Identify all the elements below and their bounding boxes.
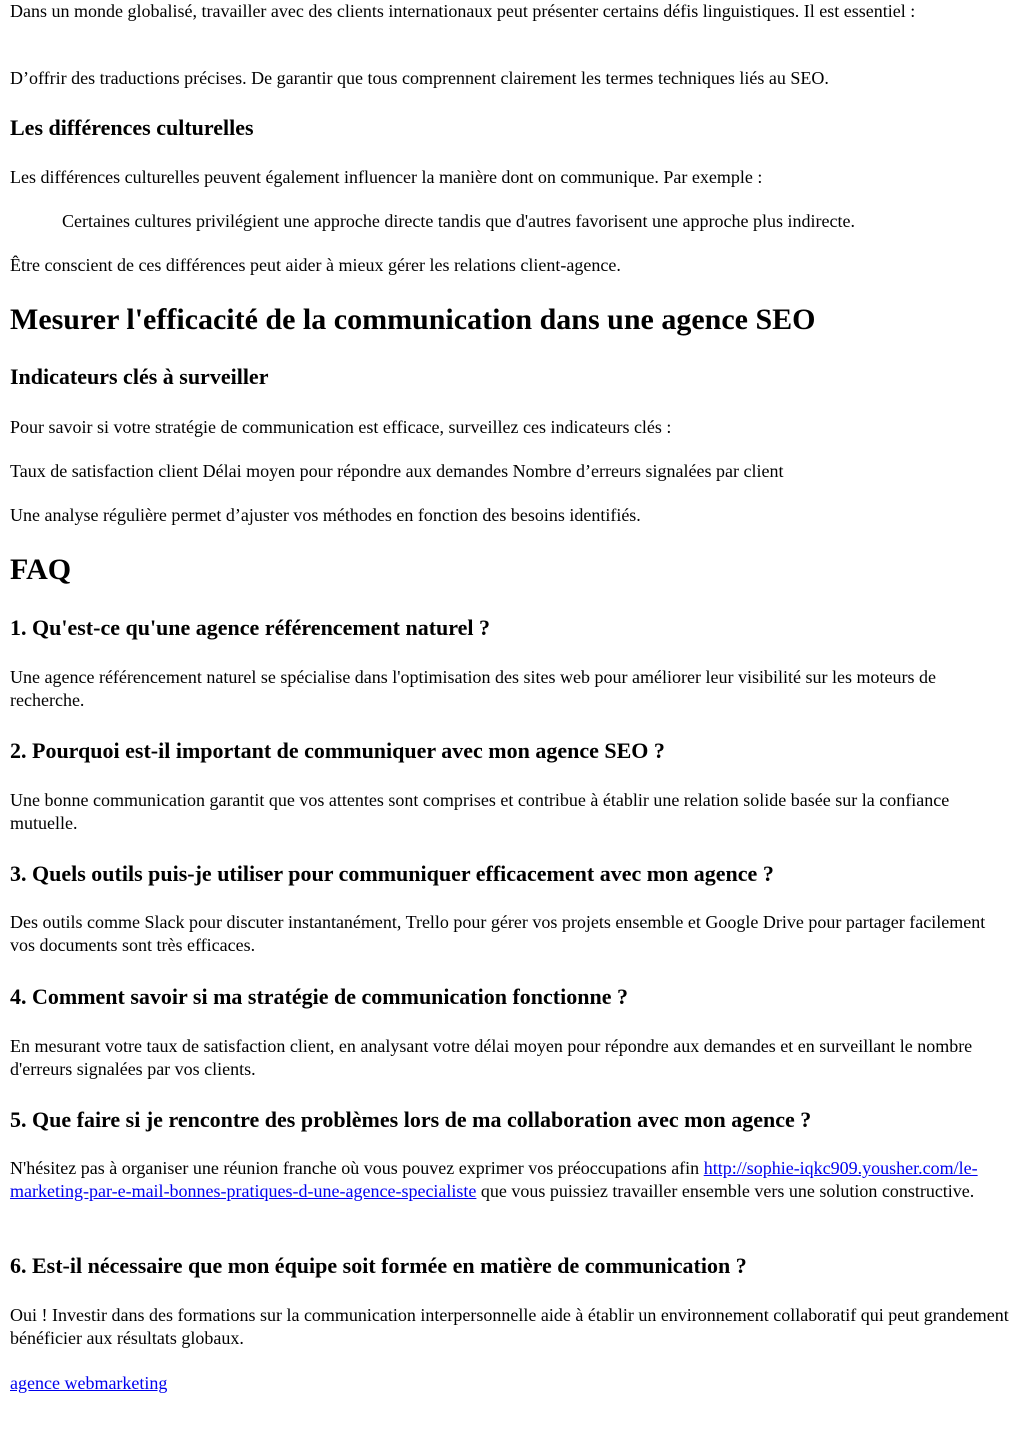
faq-question-5: 5. Que faire si je rencontre des problèmes lors de ma collaboration avec mon agence ?: [10, 1107, 812, 1132]
agence-webmarketing-link[interactable]: agence webmarketing: [10, 1373, 168, 1393]
indicators-list: Taux de satisfaction client Délai moyen pour répondre aux demandes Nombre d’erreurs signalées par client: [10, 461, 784, 481]
indicators-paragraph: Pour savoir si votre stratégie de communication est efficace, surveillez ces indicateurs clés :: [10, 417, 672, 437]
faq-question-6: 6. Est-il nécessaire que mon équipe soit formée en matière de communication ?: [10, 1253, 747, 1278]
cultural-conclusion: Être conscient de ces différences peut aider à mieux gérer les relations client-agence.: [10, 255, 621, 275]
faq-answer-5: [10, 1157, 1014, 1203]
faq-answer-2: Une bonne communication garantit que vos attentes sont comprises et contribue à établir une relation solide basée sur la confiance mutuelle.: [10, 790, 950, 833]
faq-answer-5-text-end: que vous puissiez travailler ensemble vers une solution constructive.: [476, 1181, 975, 1201]
cultural-quote: Certaines cultures privilégient une approche directe tandis que d'autres favorisent une approche plus indirecte.: [62, 211, 855, 231]
faq-answer-5-text-start: N'hésitez pas à organiser une réunion franche où vous pouvez exprimer vos préoccupations afin: [10, 1158, 704, 1178]
faq-answer-3: Des outils comme Slack pour discuter instantanément, Trello pour gérer vos projets ensemble et Google Drive pour partager facilement vos documents sont très efficaces.: [10, 912, 986, 955]
faq-question-1: 1. Qu'est-ce qu'une agence référencement naturel ?: [10, 615, 491, 640]
faq-answer-6: Oui ! Investir dans des formations sur la communication interpersonnelle aide à établir un environnement collaboratif qui peut grandement bénéficier aux résultats globaux.: [10, 1305, 1009, 1348]
footer-link-paragraph: [10, 1372, 1014, 1395]
faq-question-4: 4. Comment savoir si ma stratégie de communication fonctionne ?: [10, 984, 628, 1009]
cultural-differences-heading: Les différences culturelles: [10, 115, 254, 140]
intro-list: D’offrir des traductions précises. De garantir que tous comprennent clairement les termes techniques liés au SEO.: [10, 68, 829, 88]
faq-question-3: 3. Quels outils puis-je utiliser pour communiquer efficacement avec mon agence ?: [10, 861, 774, 886]
measure-heading: Mesurer l'efficacité de la communication dans une agence SEO: [10, 303, 816, 336]
faq-answer-4: En mesurant votre taux de satisfaction client, en analysant votre délai moyen pour répondre aux demandes et en surveillant le nombre d'erreurs signalées par vos clients.: [10, 1036, 973, 1079]
faq-answer-1: Une agence référencement naturel se spécialise dans l'optimisation des sites web pour améliorer leur visibilité sur les moteurs de recherche.: [10, 667, 936, 710]
faq-answer-5-link[interactable]: http://sophie-iqkc909.yousher.com/le-marketing-par-e-mail-bonnes-pratiques-d-une-agence-specialiste: [10, 1158, 978, 1201]
cultural-paragraph: Les différences culturelles peuvent également influencer la manière dont on communique. Par exemple :: [10, 167, 763, 187]
intro-paragraph: Dans un monde globalisé, travailler avec des clients internationaux peut présenter certains défis linguistiques. Il est essentiel :: [10, 1, 916, 21]
faq-question-2: 2. Pourquoi est-il important de communiquer avec mon agence SEO ?: [10, 738, 665, 763]
indicators-heading: Indicateurs clés à surveiller: [10, 364, 269, 389]
indicators-conclusion: Une analyse régulière permet d’ajuster vos méthodes en fonction des besoins identifiés.: [10, 505, 641, 525]
faq-heading: FAQ: [10, 553, 72, 586]
